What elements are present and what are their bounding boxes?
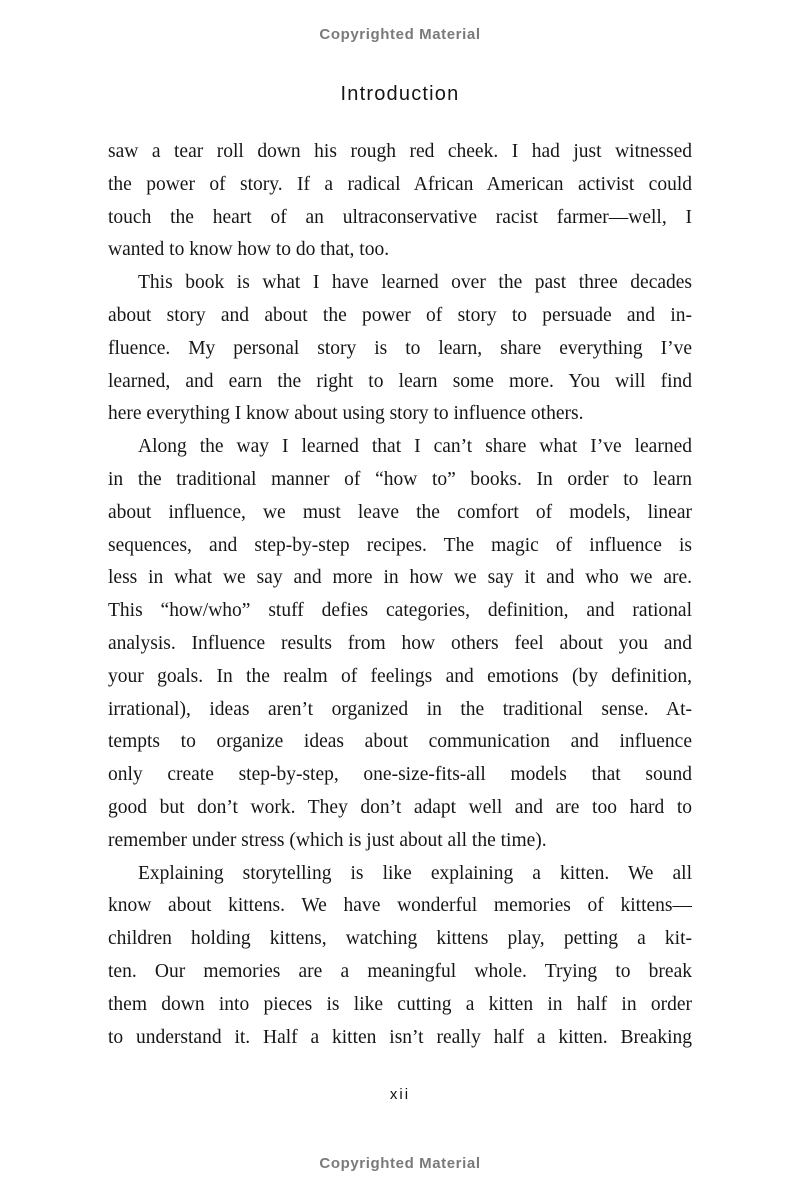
text-line: know about kittens. We have wonderful memories of kittens— (108, 895, 692, 917)
text-line: wanted to know how to do that, too. (108, 239, 390, 261)
text-line: Explaining storytelling is like explaining a kitten. We all (138, 862, 692, 884)
text-line: fluence. My personal story is to learn, share everything I’ve (108, 337, 692, 359)
text-line: less in what we say and more in how we say it and who we are. (108, 567, 692, 589)
text-line: here everything I know about using story to influence others. (108, 403, 584, 425)
chapter-title: Introduction (340, 83, 460, 105)
text-line: them down into pieces is like cutting a kitten in half in order (108, 993, 692, 1015)
text-line: This book is what I have learned over the past three decades (138, 272, 692, 294)
text-line: about story and about the power of story to persuade and in- (108, 304, 692, 326)
text-line: learned, and earn the right to learn some more. You will find (108, 370, 692, 392)
text-line: to understand it. Half a kitten isn’t really half a kitten. Breaking (108, 1026, 692, 1048)
text-line: tempts to organize ideas about communication and influence (108, 731, 692, 753)
paragraph (108, 267, 692, 431)
text-line: good but don’t work. They don’t adapt well and are too hard to (108, 796, 692, 818)
text-line: saw a tear roll down his rough red cheek. I had just witnessed (108, 141, 692, 162)
text-line: touch the heart of an ultraconservative racist farmer—well, I (108, 206, 692, 228)
paragraph (108, 136, 692, 267)
text-line: the power of story. If a radical African American activist could (108, 173, 692, 195)
paragraph (108, 858, 692, 1055)
text-line: about influence, we must leave the comfort of models, linear (108, 501, 692, 523)
text-line: ten. Our memories are a meaningful whole. Trying to break (108, 960, 692, 982)
text-line: in the traditional manner of “how to” books. In order to learn (108, 468, 692, 490)
text-line: sequences, and step-by-step recipes. The magic of influence is (108, 534, 692, 556)
body-text (108, 136, 692, 1054)
text-line: irrational), ideas aren’t organized in the traditional sense. At- (108, 698, 692, 720)
text-line: Along the way I learned that I can’t share what I’ve learned (138, 436, 692, 458)
text-line: This “how/who” stuff defies categories, definition, and rational (108, 600, 692, 622)
copyright-notice-bottom: Copyrighted Material (319, 1155, 481, 1172)
text-line: analysis. Influence results from how others feel about you and (108, 632, 692, 654)
copyright-notice-top: Copyrighted Material (319, 26, 481, 43)
text-line: only create step-by-step, one-size-fits-all models that sound (108, 764, 692, 786)
text-line: children holding kittens, watching kittens play, petting a kit- (108, 928, 692, 950)
text-line: remember under stress (which is just about all the time). (108, 829, 547, 851)
page-number: xii (389, 1086, 411, 1103)
text-line: your goals. In the realm of feelings and emotions (by definition, (108, 665, 692, 687)
paragraph (108, 431, 692, 857)
